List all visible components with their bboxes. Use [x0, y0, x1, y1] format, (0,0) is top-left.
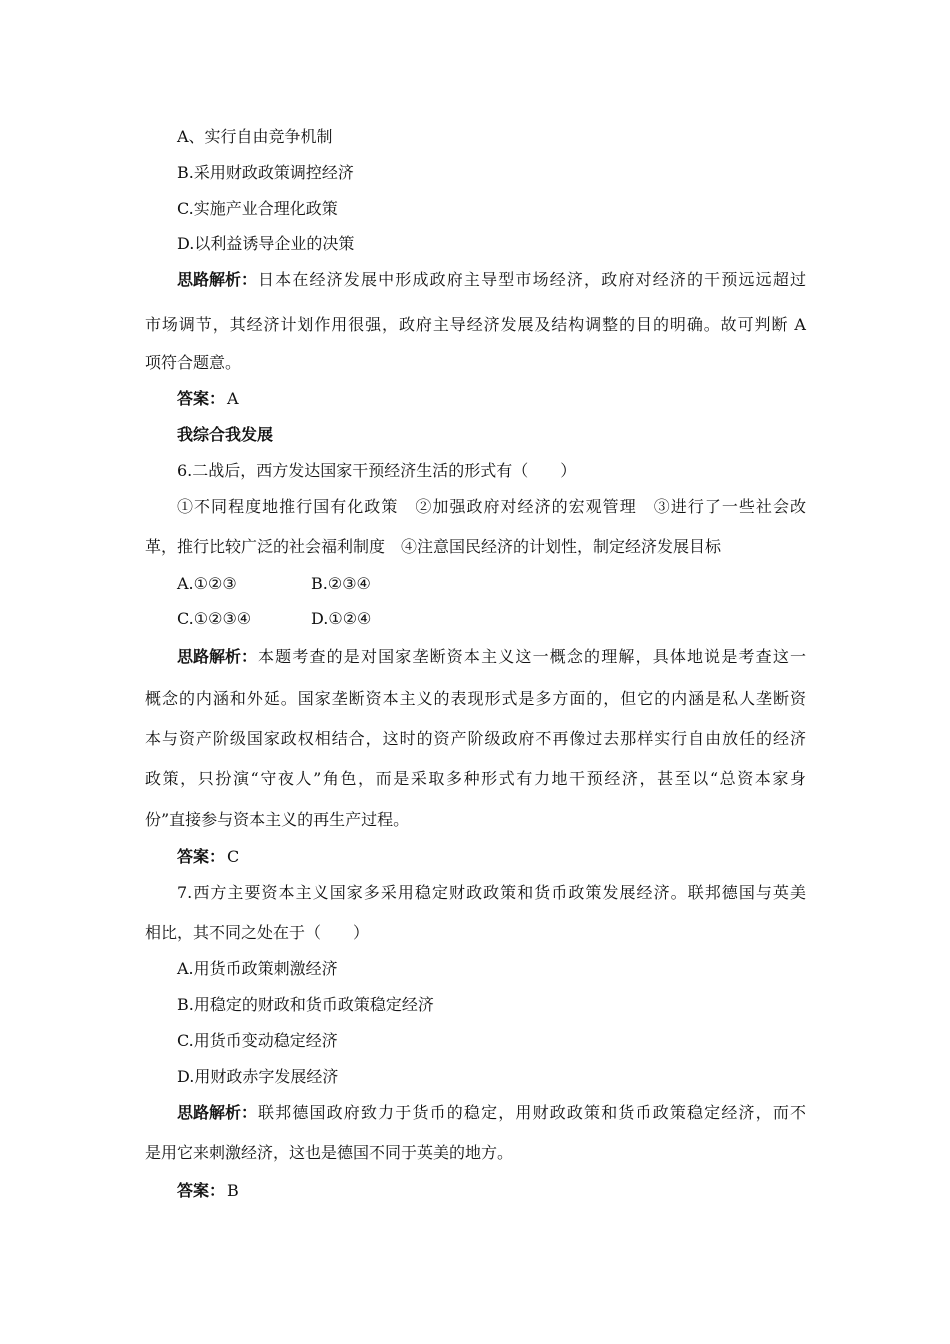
q6-analysis-line-5: 份”直接参与资本主义的再生产过程。: [145, 810, 410, 829]
q7-question-line-2: 相比，其不同之处在于（ ）: [145, 923, 370, 942]
q6-option-a: A.①②③: [177, 574, 237, 593]
q6-statements-line-1: ①不同程度地推行国有化政策 ②加强政府对经济的宏观管理 ③进行了一些社会改: [177, 497, 806, 516]
q6-options-row-2: [0, 604, 950, 634]
answer-label: 答案：: [177, 847, 226, 866]
answer-value: A: [227, 389, 239, 408]
q7-option-c: C.用货币变动稳定经济: [177, 1031, 338, 1050]
q7-question-line-1: 7.西方主要资本主义国家多采用稳定财政政策和货币政策发展经济。联邦德国与英美: [177, 883, 806, 902]
q5-analysis-line-2: 市场调节，其经济计划作用很强，政府主导经济发展及结构调整的目的明确。故可判断 A: [145, 315, 806, 334]
q5-option-c: C.实施产业合理化政策: [177, 199, 338, 218]
q6-question: 6.二战后，西方发达国家干预经济生活的形式有（ ）: [177, 461, 577, 480]
q7-analysis-line-2: 是用它来刺激经济，这也是德国不同于英美的地方。: [145, 1143, 514, 1162]
analysis-label: 思路解析：: [177, 270, 258, 289]
q7-option-b: B.用稳定的财政和货币政策稳定经济: [177, 995, 434, 1014]
q6-option-c: C.①②③④: [177, 609, 252, 628]
q5-option-a: A、实行自由竞争机制: [177, 127, 333, 146]
analysis-label: 思路解析：: [177, 647, 258, 666]
q5-answer: [0, 384, 950, 414]
answer-value: C: [227, 847, 240, 866]
q5-analysis-line-3: 项符合题意。: [145, 353, 242, 372]
q5-option-b: B.采用财政政策调控经济: [177, 163, 354, 182]
q5-option-d: D.以利益诱导企业的决策: [177, 234, 355, 253]
q6-analysis-line-3: 本与资产阶级国家政权相结合，这时的资产阶级政府不再像过去那样实行自由放任的经济: [145, 729, 806, 748]
q6-analysis-line-4: 政策，只扮演“守夜人”角色，而是采取多种形式有力地干预经济，甚至以“总资本家身: [145, 769, 806, 788]
q7-option-d: D.用财政赤字发展经济: [177, 1067, 339, 1086]
analysis-label: 思路解析：: [177, 1103, 258, 1122]
q6-option-d: D.①②④: [311, 609, 372, 628]
q6-statements-line-2: 革，推行比较广泛的社会福利制度 ④注意国民经济的计划性，制定经济发展目标: [145, 537, 722, 556]
section-heading: 我综合我发展: [177, 425, 274, 444]
q5-analysis-line-1: 思路解析： 日本在经济发展中形成政府主导型市场经济，政府对经济的干预远远超过: [0, 265, 950, 295]
q7-analysis-line-1: 思路解析： 联邦德国政府致力于货币的稳定，用财政政策和货币政策稳定经济，而不: [0, 1098, 950, 1128]
q7-option-a: A.用货币政策刺激经济: [177, 959, 338, 978]
answer-value: B: [227, 1181, 239, 1200]
q7-answer: [0, 1176, 950, 1206]
q6-analysis-line-2: 概念的内涵和外延。国家垄断资本主义的表现形式是多方面的，但它的内涵是私人垄断资: [145, 689, 806, 708]
answer-label: 答案：: [177, 389, 226, 408]
q6-option-b: B.②③④: [311, 574, 371, 593]
answer-label: 答案：: [177, 1181, 226, 1200]
q6-answer: [0, 842, 950, 872]
q6-analysis-line-1: 思路解析： 本题考查的是对国家垄断资本主义这一概念的理解，具体地说是考查这一: [0, 642, 950, 672]
q6-options-row-1: [0, 569, 950, 599]
